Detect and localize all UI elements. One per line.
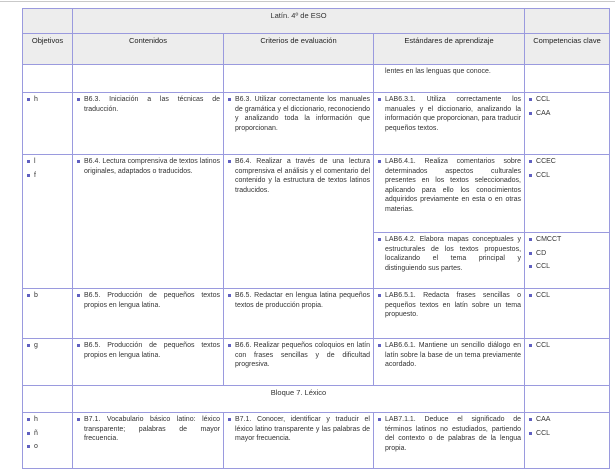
competencias-cell xyxy=(525,233,610,289)
objetivo-letter: l xyxy=(34,158,36,165)
objetivos-cell xyxy=(23,155,73,289)
bullet-icon xyxy=(529,294,532,297)
column-header-objetivos: Objetivos xyxy=(23,34,73,65)
title-row-empty-right xyxy=(525,9,610,34)
bullet-icon xyxy=(27,344,30,347)
bullet-icon xyxy=(378,238,381,241)
bullet-icon xyxy=(27,174,30,177)
objetivo-letter: ñ xyxy=(34,429,38,437)
estandares-cell xyxy=(374,233,525,289)
objetivo-letter: h xyxy=(34,96,38,103)
list-item xyxy=(528,235,606,245)
criterio-text: B6.3. Utilizar correctamente los manuales de gramática y el diccionario, reconociendo y analizando toda la información que proporcionan. xyxy=(235,96,370,132)
bullet-icon xyxy=(27,98,30,101)
objetivo-letter: f xyxy=(34,171,36,179)
competencia-code: CCL xyxy=(536,263,551,270)
bullet-icon xyxy=(529,174,532,177)
bullet-icon xyxy=(27,432,30,435)
list-item xyxy=(26,157,69,167)
contenido-text: B6.3. Iniciación a las técnicas de traducción. xyxy=(84,96,220,113)
competencias-cell xyxy=(525,289,610,339)
competencia-code: CCL xyxy=(536,96,551,103)
bullet-icon xyxy=(529,160,532,163)
list-item xyxy=(528,95,606,105)
table-row xyxy=(23,289,610,339)
estandar-text: LAB6.4.1. Realiza comentarios sobre determinados aspectos culturales presentes en los textos seleccionados, aplicando para ello los conocimientos adquiridos previamente en esta o en otras materias. xyxy=(385,158,522,213)
list-item xyxy=(76,291,220,310)
list-item xyxy=(377,235,521,273)
bullet-icon xyxy=(529,432,532,435)
estandar-text: LAB6.3.1. Utiliza correctamente los manuales y el diccionario, analizando la información que proporcionan, para traducir pequeños textos. xyxy=(385,96,522,132)
competencia-code: CMCCT xyxy=(536,236,562,243)
competencias-cell xyxy=(525,339,610,386)
list-item xyxy=(528,415,606,425)
bullet-icon xyxy=(529,238,532,241)
objetivos-cell xyxy=(23,339,73,386)
list-item xyxy=(377,95,521,133)
empty-cell xyxy=(525,65,610,93)
list-item xyxy=(76,415,220,444)
list-item xyxy=(227,415,370,444)
list-item xyxy=(26,291,69,301)
bullet-icon xyxy=(27,445,30,448)
competencia-code: CD xyxy=(536,249,547,257)
objetivo-letter: o xyxy=(34,443,38,450)
list-item xyxy=(26,442,69,452)
list-item xyxy=(26,429,69,439)
bullet-icon xyxy=(378,344,381,347)
list-item xyxy=(227,157,370,195)
objetivo-letter: g xyxy=(34,342,38,349)
bullet-icon xyxy=(77,98,80,101)
competencia-code: CCL xyxy=(536,429,551,437)
bullet-icon xyxy=(378,294,381,297)
list-item xyxy=(528,157,606,167)
carryover-standard-text: lentes en las lenguas que conoce. xyxy=(385,68,491,75)
list-item xyxy=(528,249,606,259)
objetivos-cell xyxy=(23,413,73,469)
bullet-icon xyxy=(228,160,231,163)
table-title-row xyxy=(23,9,610,34)
empty-cell xyxy=(525,386,610,413)
bullet-icon xyxy=(378,160,381,163)
section-row xyxy=(23,386,610,413)
column-header-competencias: Competencias clave xyxy=(525,34,610,65)
section-title: Bloque 7. Léxico xyxy=(73,386,525,413)
carryover-standard-cell xyxy=(374,65,525,93)
contenidos-cell xyxy=(73,289,224,339)
contenido-text: B6.5. Producción de pequeños textos propios en lengua latina. xyxy=(84,292,220,309)
list-item xyxy=(76,157,220,176)
contenido-text: B6.5. Producción de pequeños textos propios en lengua latina. xyxy=(84,342,220,359)
objetivo-letter: h xyxy=(34,416,38,423)
contenidos-cell xyxy=(73,93,224,155)
list-item xyxy=(26,415,69,425)
criterios-cell xyxy=(224,339,374,386)
list-item xyxy=(76,341,220,360)
estandar-text: LAB7.1.1. Deduce el significado de términos latinos no estudiados, partiendo del contexto o de palabras de la lengua propia. xyxy=(385,416,522,452)
list-item xyxy=(377,291,521,320)
bullet-icon xyxy=(228,418,231,421)
competencias-cell xyxy=(525,93,610,155)
criterio-text: B7.1. Conocer, identificar y traducir el léxico latino transparente y las palabras de mayor frecuencia. xyxy=(235,416,370,442)
competencia-code: CCL xyxy=(536,171,551,179)
bullet-icon xyxy=(228,98,231,101)
table-title: Latín. 4º de ESO xyxy=(73,9,525,34)
estandar-text: LAB6.4.2. Elabora mapas conceptuales y estructurales de los textos propuestos, localizando el tema principal y distinguiendo sus partes. xyxy=(385,236,522,272)
list-item xyxy=(227,341,370,370)
column-header-contenidos: Contenidos xyxy=(73,34,224,65)
bullet-icon xyxy=(77,160,80,163)
carryover-row xyxy=(23,65,610,93)
contenidos-cell xyxy=(73,339,224,386)
competencia-code: CCL xyxy=(536,342,551,349)
contenidos-cell xyxy=(73,155,224,289)
list-item xyxy=(528,429,606,439)
contenido-text: B7.1. Vocabulario básico latino: léxico transparente; palabras de mayor frecuencia. xyxy=(84,416,220,442)
competencia-code: CCEC xyxy=(536,158,556,165)
curriculum-table xyxy=(22,8,610,469)
list-item xyxy=(528,291,606,301)
empty-cell xyxy=(23,65,73,93)
bullet-icon xyxy=(529,252,532,255)
objetivos-cell xyxy=(23,93,73,155)
objetivo-letter: b xyxy=(34,292,38,299)
bullet-icon xyxy=(529,98,532,101)
bullet-icon xyxy=(529,112,532,115)
column-header-estandares: Estándares de aprendizaje xyxy=(374,34,525,65)
bullet-icon xyxy=(27,294,30,297)
estandares-cell xyxy=(374,413,525,469)
list-item xyxy=(227,291,370,310)
list-item xyxy=(377,341,521,370)
table-row xyxy=(23,339,610,386)
title-row-empty-left xyxy=(23,9,73,34)
list-item xyxy=(26,171,69,181)
list-item xyxy=(26,95,69,105)
table-row xyxy=(23,413,610,469)
objetivos-cell xyxy=(23,289,73,339)
page-top-divider xyxy=(0,1,615,2)
bullet-icon xyxy=(27,160,30,163)
list-item xyxy=(377,415,521,453)
criterios-cell xyxy=(224,155,374,289)
bullet-icon xyxy=(228,344,231,347)
estandares-cell xyxy=(374,155,525,233)
competencias-cell xyxy=(525,155,610,233)
estandar-text: LAB6.5.1. Redacta frases sencillas o pequeños textos en latín sobre un tema propuesto. xyxy=(385,292,522,318)
bullet-icon xyxy=(529,265,532,268)
criterios-cell xyxy=(224,289,374,339)
bullet-icon xyxy=(228,294,231,297)
estandares-cell xyxy=(374,93,525,155)
list-item xyxy=(528,262,606,272)
bullet-icon xyxy=(378,418,381,421)
table-row xyxy=(23,93,610,155)
bullet-icon xyxy=(77,294,80,297)
table-row xyxy=(23,155,610,233)
contenido-text: B6.4. Lectura comprensiva de textos latinos originales, adaptados o traducidos. xyxy=(84,158,220,175)
list-item xyxy=(528,171,606,181)
bullet-icon xyxy=(77,344,80,347)
bullet-icon xyxy=(77,418,80,421)
competencia-code: CCL xyxy=(536,292,551,299)
criterio-text: B6.6. Realizar pequeños coloquios en latín con frases sencillas y de dificultad progresiva. xyxy=(235,342,370,368)
list-item xyxy=(528,341,606,351)
bullet-icon xyxy=(529,344,532,347)
list-item xyxy=(26,341,69,351)
list-item xyxy=(76,95,220,114)
bullet-icon xyxy=(378,98,381,101)
competencia-code: CAA xyxy=(536,416,551,423)
estandares-cell xyxy=(374,339,525,386)
estandar-text: LAB6.6.1. Mantiene un sencillo diálogo en latín sobre la base de un tema previamente acordado. xyxy=(385,342,522,368)
empty-cell xyxy=(23,386,73,413)
criterio-text: B6.4. Realizar a través de una lectura comprensiva el análisis y el comentario del contenido y la estructura de textos latinos traducidos. xyxy=(235,158,370,194)
column-header-criterios: Criterios de evaluación xyxy=(224,34,374,65)
criterios-cell xyxy=(224,93,374,155)
competencias-cell xyxy=(525,413,610,469)
criterios-cell xyxy=(224,413,374,469)
criterio-text: B6.5. Redactar en lengua latina pequeños textos de producción propia. xyxy=(235,292,370,309)
list-item xyxy=(227,95,370,133)
empty-cell xyxy=(73,65,224,93)
list-item xyxy=(377,157,521,214)
list-item xyxy=(528,109,606,119)
empty-cell xyxy=(224,65,374,93)
bullet-icon xyxy=(27,418,30,421)
table-header-row xyxy=(23,34,610,65)
competencia-code: CAA xyxy=(536,109,551,117)
estandares-cell xyxy=(374,289,525,339)
bullet-icon xyxy=(529,418,532,421)
contenidos-cell xyxy=(73,413,224,469)
